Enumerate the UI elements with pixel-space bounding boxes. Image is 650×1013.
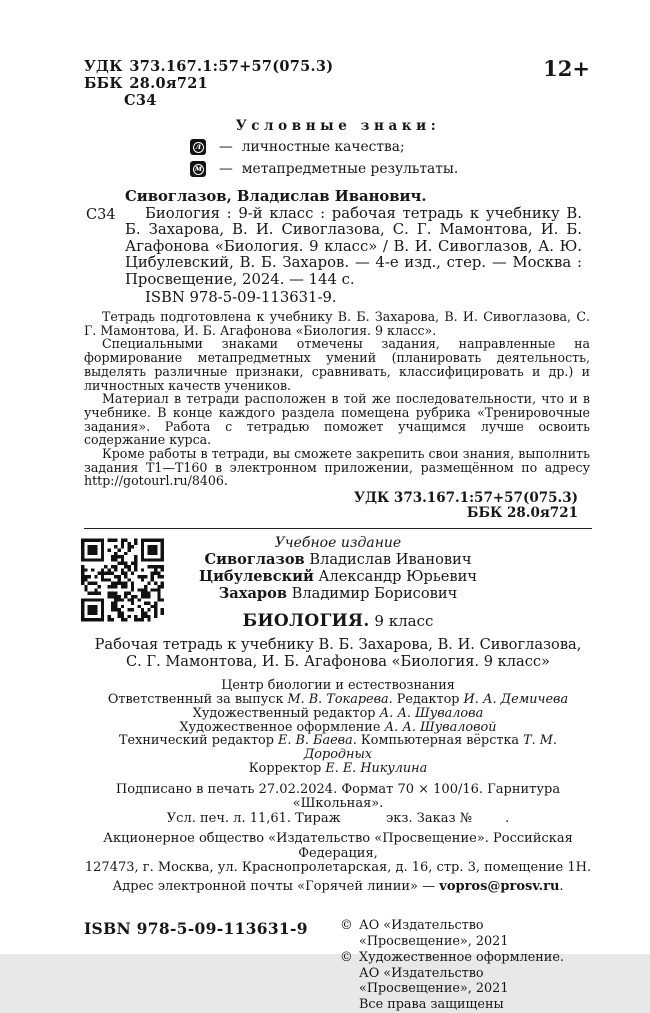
book-subtitle-line: Рабочая тетрадь к учебнику В. Б. Захарова, В. И. Сивоглазова, — [94, 636, 582, 654]
author-given-names: Владислав Иванович — [304, 551, 472, 569]
hotline-email-line — [84, 880, 592, 895]
author-given-names: Александр Юрьевич — [313, 568, 477, 586]
annotation-paragraph: Кроме работы в тетради, вы сможете закрепить свои знания, выполнить задания Т1—Т160 в электронном приложении, размещённом по адресу http://gotourl.ru/8406. — [84, 446, 590, 489]
annotation-paragraph: Тетрадь подготовлена к учебнику В. Б. Захарова, В. И. Сивоглазова, С. Г. Мамонтова, И. Б. Агафонова «Биология. 9 класс». — [84, 309, 590, 338]
personal-qualities-icon-letter: л — [193, 142, 204, 153]
copyright-block — [340, 918, 592, 1013]
age-rating-badge: 12+ — [543, 56, 590, 81]
credit-person: Е. В. Баева. — [278, 733, 357, 749]
credit-person: Т. М. Дородных — [303, 733, 557, 763]
catalog-code: С34 — [86, 207, 116, 223]
copyright-line: АО «Издательство «Просвещение», 2021 — [359, 965, 509, 997]
bbk-value: 28.0я721 — [129, 75, 208, 92]
copyright-icon: © — [340, 949, 353, 965]
credits-line — [84, 762, 592, 776]
print-info-block — [84, 783, 592, 827]
personal-qualities-icon — [190, 139, 206, 155]
qr-code-graphic — [81, 538, 164, 622]
credit-person: И. А. Демичева — [463, 691, 569, 707]
bbk-label: ББК — [84, 75, 123, 92]
author-surname: Захаров — [218, 585, 287, 603]
legend-dash: — — [219, 161, 233, 177]
copyright-line — [340, 918, 592, 950]
copyright-line — [340, 950, 592, 966]
credit-role: Корректор — [248, 760, 326, 776]
credit-person: А. А. Шуваловой — [384, 719, 497, 735]
hotline-email-prefix: Адрес электронной почты «Горячей линии» — — [112, 878, 440, 894]
author-surname: Сивоглазов — [204, 551, 305, 569]
credit-role: Компьютерная вёрстка — [356, 733, 524, 749]
print-info-line: Подписано в печать 27.02.2024. Формат 70 × 100/16. Гарнитура «Школьная». — [115, 781, 561, 812]
credits-line — [84, 734, 592, 762]
book-title-main: БИОЛОГИЯ. — [242, 611, 370, 632]
udk-right: УДК 373.167.1:57+57(075.3) — [353, 490, 578, 507]
author-given-names: Владимир Борисович — [286, 585, 458, 603]
codes-right-block — [84, 491, 592, 521]
section-divider — [84, 528, 592, 529]
credit-role: Редактор — [392, 691, 464, 707]
catalog-entry-text: Биология : 9-й класс : рабочая тетрадь к учебнику В. Б. Захарова, В. И. Сивоглазова, С. Г. Мамонтова, И. Б. Агафонова «Биология. 9 класс» / В. И. Сивоглазов, А. Ю. Цибулевский, В. Б. Захаров. — 4-е изд., стер. — Москва : Просвещение, 2024. — 144 с. — [125, 205, 582, 288]
credits-line — [84, 707, 592, 721]
footer-block — [84, 918, 592, 1013]
credit-role: Художественное оформление — [179, 719, 385, 735]
copyright-icon: © — [340, 918, 353, 934]
annotation-block — [84, 310, 592, 488]
book-subtitle-line: С. Г. Мамонтова, И. Б. Агафонова «Биология. 9 класс» — [125, 652, 550, 670]
udk-label: УДК — [84, 58, 123, 75]
credit-person: М. В. Токарева. — [287, 691, 393, 707]
catalog-code-top: С34 — [124, 92, 157, 109]
credit-person: Е. Е. Никулина — [325, 760, 428, 776]
legend-item-metasubject-label: метапредметные результаты. — [241, 161, 459, 177]
credit-person: А. А. Шувалова — [379, 705, 484, 721]
udk-line — [84, 58, 592, 75]
publisher-line: 127473, г. Москва, ул. Краснопролетарская, д. 16, стр. 3, помещение 1Н. — [84, 860, 592, 876]
legend-item-metasubject — [190, 160, 592, 178]
catalog-isbn: ISBN 978-5-09-113631-9. — [145, 289, 337, 307]
author-surname: Цибулевский — [198, 568, 314, 586]
bbk-line — [84, 75, 592, 92]
publisher-line: Акционерное общество «Издательство «Просвещение». Российская Федерация, — [103, 831, 573, 861]
print-info-line: Усл. печ. л. 11,61. Тираж экз. Заказ № . — [166, 810, 510, 826]
annotation-paragraph: Материал в тетради расположен в той же последовательности, что и в учебнике. В конце каждого раздела помещена рубрика «Тренировочные задания». Работа с тетрадью поможет учащимся лучше освоить содержание курса. — [84, 391, 590, 448]
imprint-section — [84, 535, 592, 670]
annotation-paragraph: Специальными знаками отмечены задания, направленные на формирование метапредметных умений (планировать деятельность, выделять различные признаки, сравнивать, классифицировать и др.) и личностных качеств учеников. — [84, 336, 590, 393]
legend-heading: Условные знаки: — [235, 118, 441, 134]
credits-block — [84, 679, 592, 776]
credits-center-name: Центр биологии и естествознания — [221, 678, 455, 694]
catalog-author-heading: Сивоглазов, Владислав Иванович. — [125, 188, 427, 205]
credits-line — [84, 693, 592, 707]
copyright-text: АО «Издательство «Просвещение», 2021 — [359, 918, 509, 950]
publisher-block — [84, 832, 592, 894]
book-subtitle — [84, 637, 592, 670]
hotline-email: vopros@prosv.ru — [439, 878, 560, 894]
legend-dash: — — [219, 139, 233, 155]
udk-value: 373.167.1:57+57(075.3) — [129, 58, 334, 75]
footer-isbn: ISBN 978-5-09-113631-9 — [84, 919, 308, 939]
credit-role: Художественный редактор — [192, 705, 380, 721]
qr-code — [81, 538, 164, 626]
credit-role: Технический редактор — [119, 733, 279, 749]
metasubject-results-icon — [190, 161, 206, 177]
legend-item-personal-label: личностные качества; — [241, 139, 405, 155]
metasubject-results-icon-letter: м — [193, 163, 203, 174]
credits-line — [84, 721, 592, 735]
legend-item-personal — [190, 138, 592, 156]
copyright-text: Художественное оформление. — [359, 949, 564, 965]
edition-type: Учебное издание — [274, 535, 402, 552]
hotline-email-suffix: . — [559, 878, 564, 894]
top-codes-block — [84, 58, 592, 109]
book-title-grade: 9 класс — [369, 612, 434, 631]
credit-role: Ответственный за выпуск — [107, 691, 288, 707]
bbk-right: ББК 28.0я721 — [466, 505, 578, 522]
copyright-line: Все права защищены — [359, 997, 504, 1013]
catalog-entry-block — [84, 206, 592, 288]
